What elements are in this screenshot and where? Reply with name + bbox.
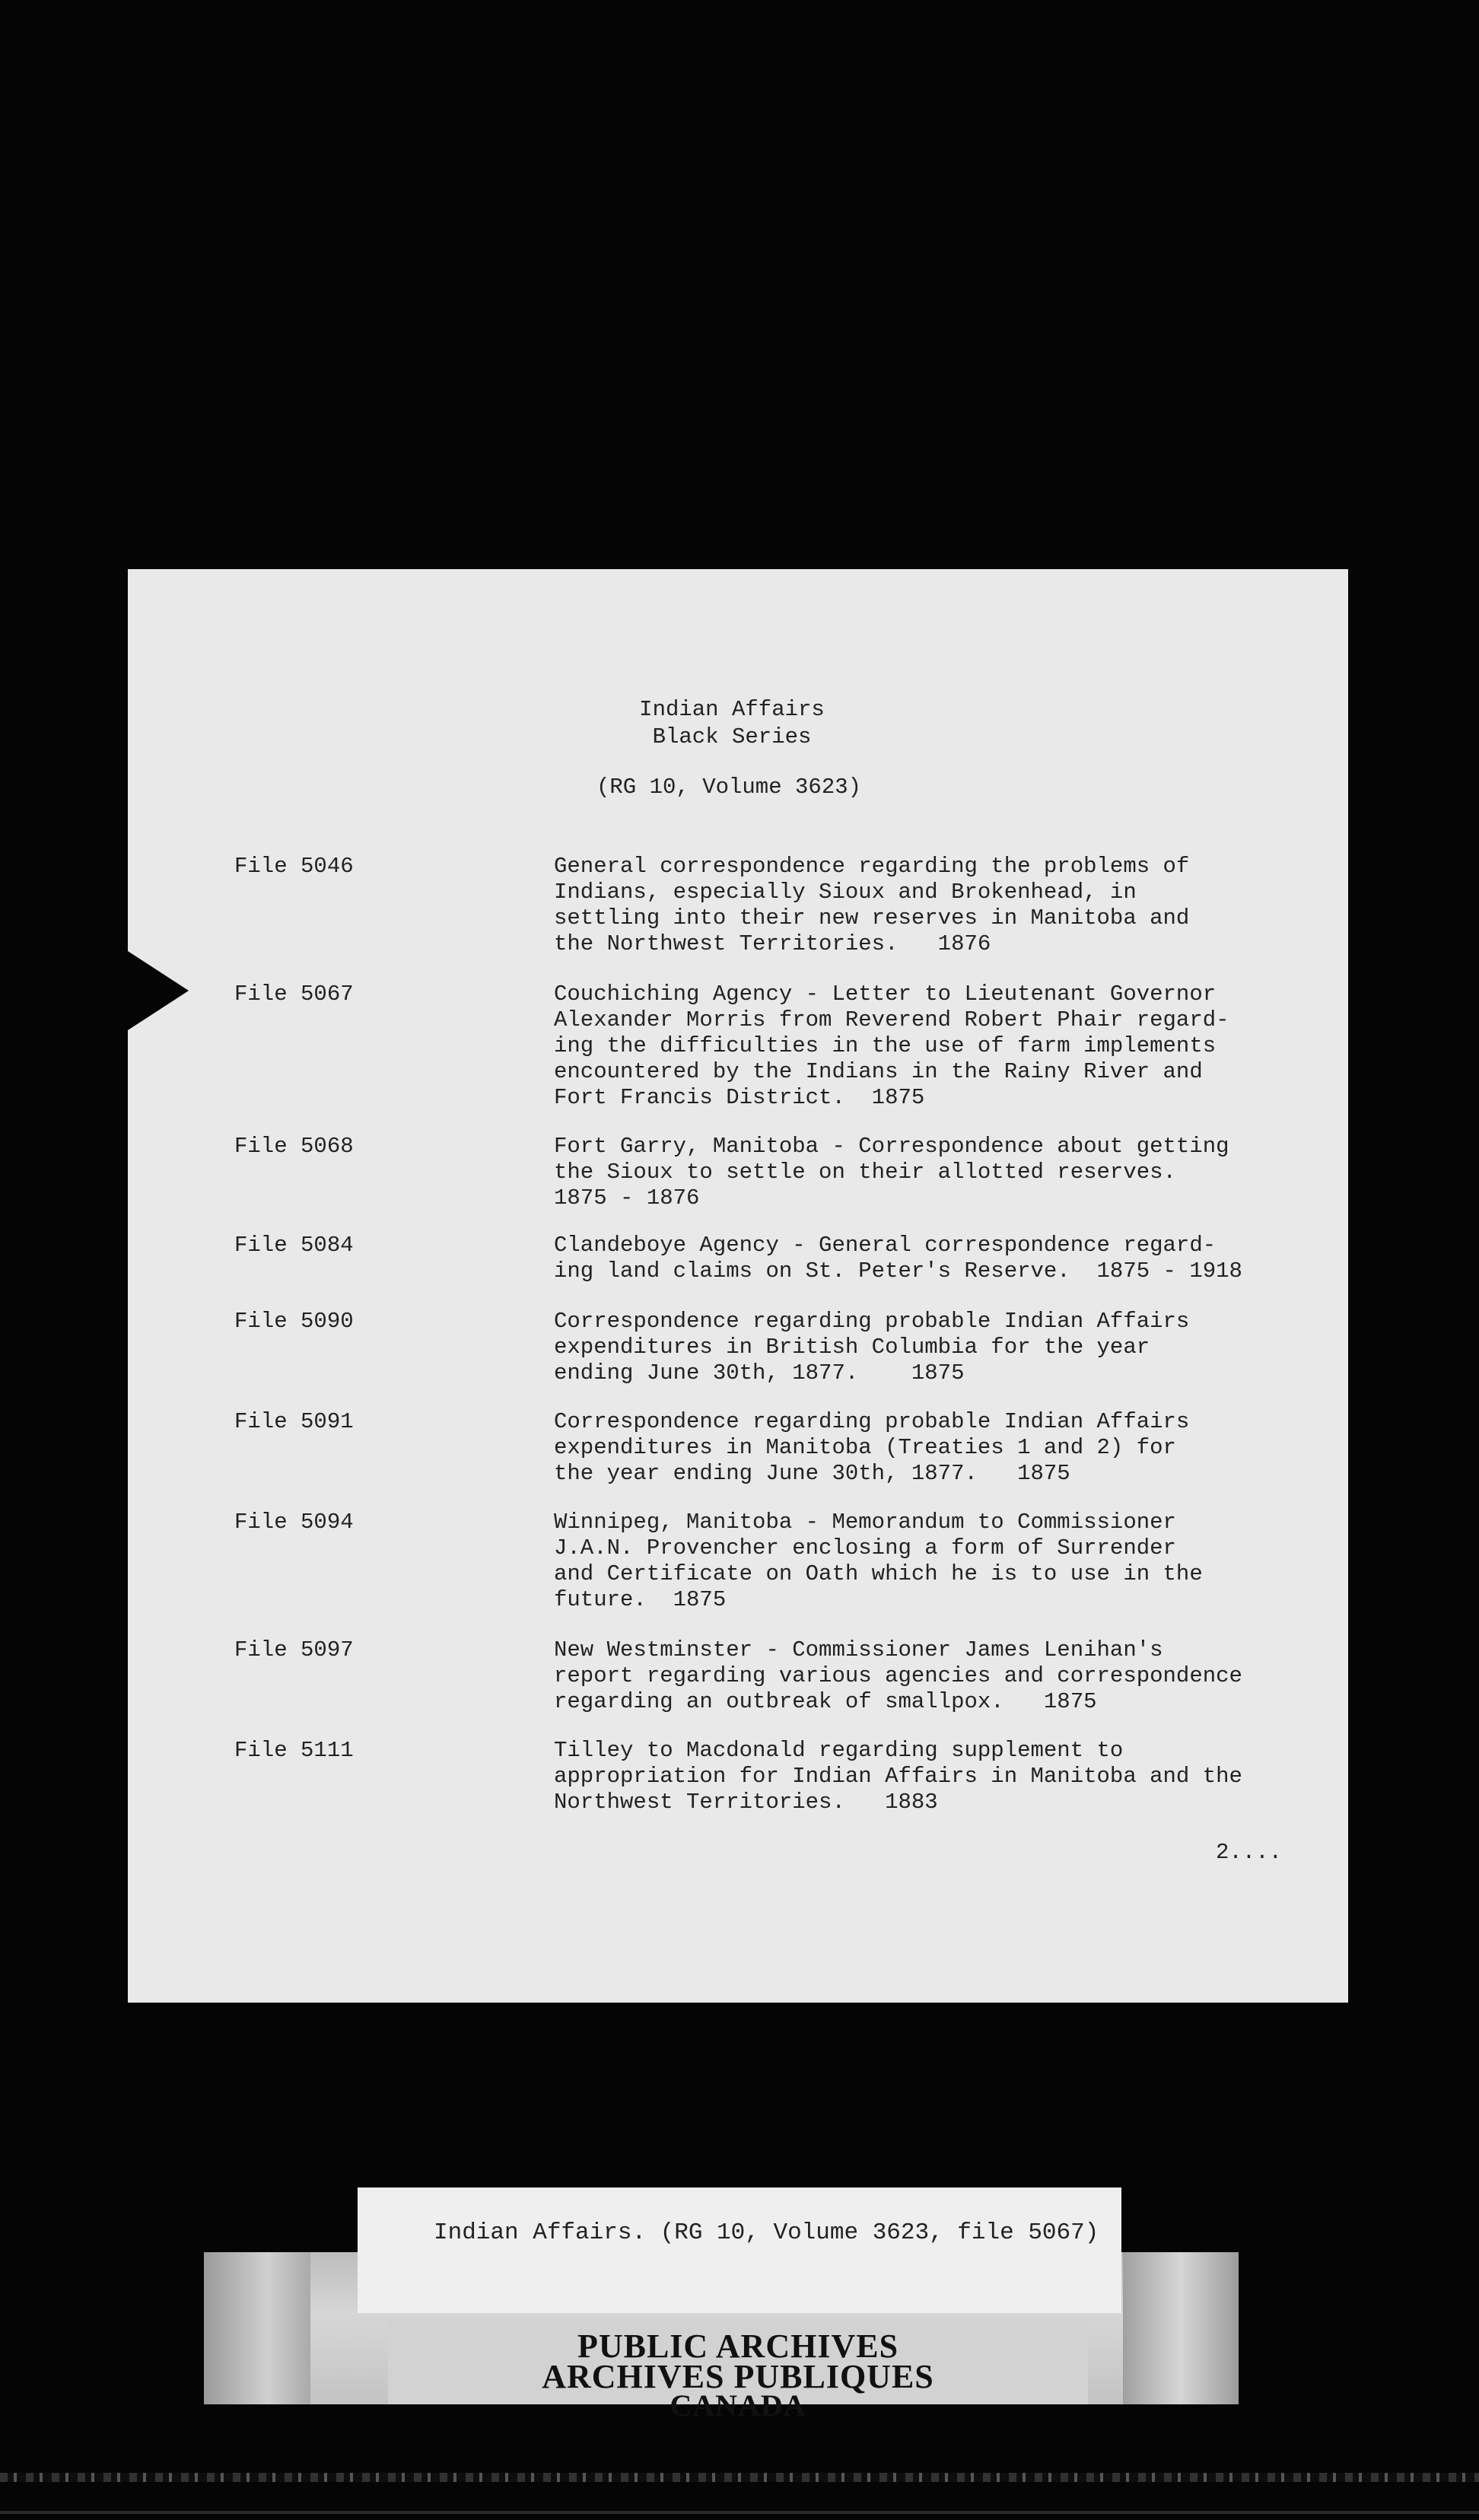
file-description [554, 1233, 1322, 1284]
file-description [554, 1134, 1322, 1211]
file-number: File 5091 [234, 1409, 354, 1434]
file-number: File 5111 [234, 1738, 354, 1763]
stamp-left-tab [204, 2252, 310, 2404]
description-line: Alexander Morris from Reverend Robert Phair regard- [554, 1007, 1229, 1032]
description-line: ing the difficulties in the use of farm implements [554, 1033, 1217, 1058]
file-number: File 5097 [234, 1637, 354, 1662]
film-strip-border [0, 2511, 1479, 2514]
label-card [358, 2188, 1121, 2313]
description-line: the Sioux to settle on their allotted reserves. [554, 1160, 1176, 1185]
description-line: Correspondence regarding probable Indian Affairs [554, 1309, 1190, 1334]
description-line: regarding an outbreak of smallpox. 1875 [554, 1689, 1097, 1714]
file-number: File 5084 [234, 1233, 354, 1258]
sheet-edge-notch [128, 951, 189, 1030]
stamp-right-tab [1123, 2252, 1239, 2404]
document-series: Black Series [652, 724, 812, 749]
file-number: File 5090 [234, 1309, 354, 1334]
description-line: Winnipeg, Manitoba - Memorandum to Commissioner [554, 1510, 1176, 1535]
description-line: future. 1875 [554, 1587, 727, 1612]
file-description [554, 982, 1322, 1111]
file-description [554, 1309, 1322, 1386]
description-line: Tilley to Macdonald regarding supplement to [554, 1738, 1124, 1763]
description-line: the year ending June 30th, 1877. 1875 [554, 1461, 1070, 1486]
description-line: the Northwest Territories. 1876 [554, 931, 991, 956]
description-line: Fort Francis District. 1875 [554, 1085, 925, 1110]
file-number: File 5094 [234, 1510, 354, 1535]
description-line: New Westminster - Commissioner James Lenihan's [554, 1637, 1163, 1662]
file-number: File 5046 [234, 854, 354, 879]
description-line: General correspondence regarding the problems of [554, 854, 1190, 879]
description-line: Clandeboye Agency - General correspondence regard- [554, 1233, 1217, 1258]
description-line: 1875 - 1876 [554, 1185, 700, 1211]
file-number: File 5067 [234, 982, 354, 1007]
film-strip-edge [0, 2473, 1479, 2482]
label-card-text: Indian Affairs. (RG 10, Volume 3623, file 5067) [434, 2219, 1099, 2246]
file-description [554, 1510, 1322, 1613]
description-line: report regarding various agencies and correspondence [554, 1663, 1242, 1688]
description-line: and Certificate on Oath which he is to use in the [554, 1561, 1203, 1586]
description-line: encountered by the Indians in the Rainy River and [554, 1059, 1203, 1084]
document-sheet [128, 569, 1348, 2003]
description-line: Fort Garry, Manitoba - Correspondence about getting [554, 1134, 1229, 1159]
file-description [554, 854, 1322, 957]
stamp-line-country: CANADA [670, 2388, 806, 2423]
description-line: ing land claims on St. Peter's Reserve. 1875 - 1918 [554, 1258, 1242, 1284]
description-line: Couchiching Agency - Letter to Lieutenant Governor [554, 982, 1217, 1007]
file-description [554, 1637, 1322, 1715]
description-line: Correspondence regarding probable Indian Affairs [554, 1409, 1190, 1434]
document-volume: (RG 10, Volume 3623) [596, 775, 862, 800]
archives-stamp [388, 2321, 1088, 2423]
stamp-line-english: PUBLIC ARCHIVES [577, 2328, 899, 2365]
file-description [554, 1409, 1322, 1487]
description-line: appropriation for Indian Affairs in Manitoba and the [554, 1764, 1242, 1789]
description-line: settling into their new reserves in Manitoba and [554, 905, 1190, 931]
page-continuation: 2.... [1216, 1840, 1283, 1865]
description-line: ending June 30th, 1877. 1875 [554, 1360, 965, 1386]
description-line: Northwest Territories. 1883 [554, 1790, 938, 1815]
stamp-line-french: ARCHIVES PUBLIQUES [542, 2358, 934, 2395]
description-line: expenditures in Manitoba (Treaties 1 and 2) for [554, 1435, 1176, 1460]
file-number: File 5068 [234, 1134, 354, 1159]
description-line: expenditures in British Columbia for the year [554, 1335, 1150, 1360]
document-title: Indian Affairs [639, 697, 825, 722]
file-description [554, 1738, 1322, 1815]
description-line: J.A.N. Provencher enclosing a form of Surrender [554, 1535, 1176, 1561]
description-line: Indians, especially Sioux and Brokenhead, in [554, 880, 1137, 905]
